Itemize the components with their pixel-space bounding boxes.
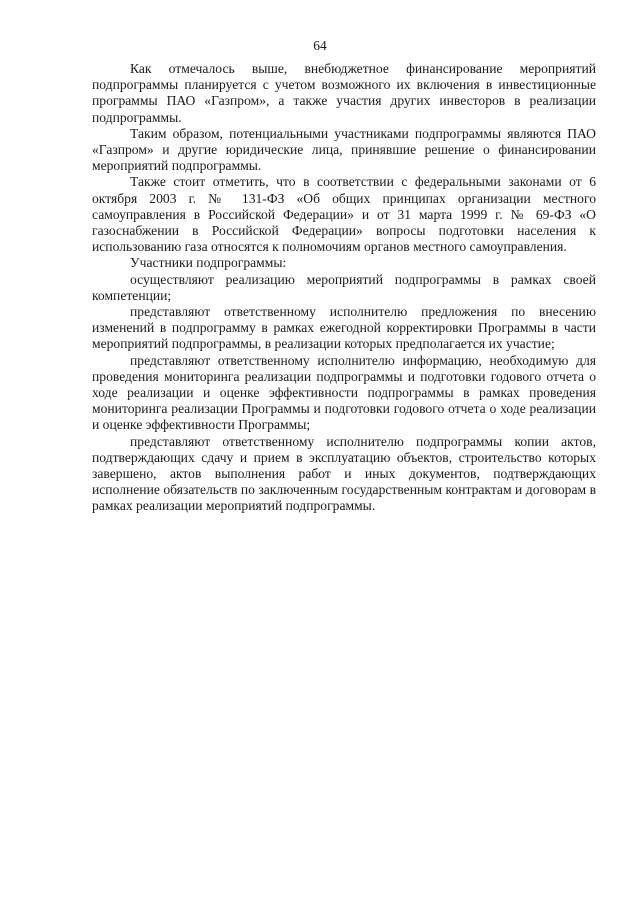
- paragraph-participants: Таким образом, потенциальными участниками подпрограммы являются ПАО «Газпром» и другие юридические лица, принявшие решение о финансировании мероприятий подпрограммы.: [92, 125, 596, 174]
- paragraph-financing: Как отмечалось выше, внебюджетное финансирование мероприятий подпрограммы планируется с учетом возможного их включения в инвестиционные программы ПАО «Газпром», а также участия других инвесторов в реализации подпрограммы.: [92, 61, 596, 125]
- page-number: 64: [313, 38, 327, 53]
- list-item-proposals: представляют ответственному исполнителю предложения по внесению изменений в подпрограмму в рамках ежегодной корректировки Программы в части мероприятий подпрограммы, в реализации которых предполагается их участие;: [92, 304, 596, 352]
- list-item-documents: представляют ответственному исполнителю подпрограммы копии актов, подтверждающих сдачу и прием в эксплуатацию объектов, строительство которых завершено, актов выполнения работ и иных документов, подтверждающих исполнение обязательств по заключенным государственным контрактам и договорам в рамках реализации мероприятий подпрограммы.: [92, 433, 596, 514]
- document-body: [92, 61, 596, 515]
- paragraph-federal-laws: Также стоит отметить, что в соответствии с федеральными законами от 6 октября 2003 г. № 131-ФЗ «Об общих принципах организации местного самоуправления в Российской Федерации» и от 31 марта 1999 г. № 69-ФЗ «О газоснабжении в Российской Федерации» вопросы подготовки населения к использованию газа относятся к полномочиям органов местного самоуправления.: [92, 174, 596, 255]
- paragraph-participants-heading: Участники подпрограммы:: [130, 255, 287, 271]
- list-item-competence: осуществляют реализацию мероприятий подпрограммы в рамках своей компетенции;: [92, 271, 596, 303]
- list-item-monitoring-info: представляют ответственному исполнителю информацию, необходимую для проведения мониторинга реализации подпрограммы и подготовки годового отчета о ходе реализации и оценке эффективности подпрограммы в рамках проведения мониторинга реализации Программы и подготовки годового отчета о ходе реализации и оценке эффективности Программы;: [92, 352, 596, 433]
